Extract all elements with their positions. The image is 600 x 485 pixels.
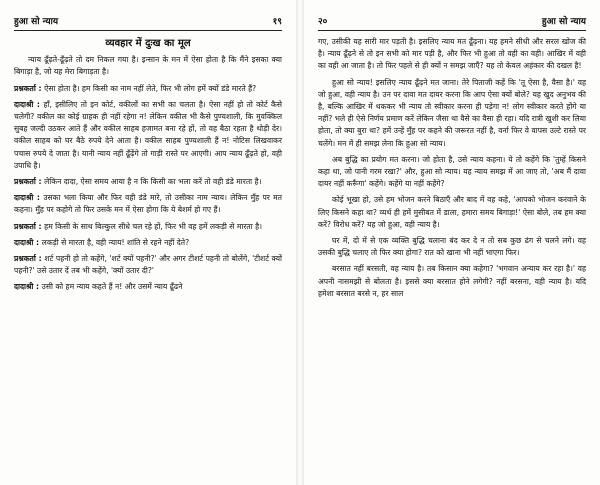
paragraph — [318, 154, 586, 191]
paragraph-text: घर में, दो में से एक व्यक्ति बुद्धि चलाना बंद कर दे न तो सब कुछ ढंग से चलने लगे। वह उसकी बुद्धि चलाए तो फिर क्या होगा? रात को खाना भी नहीं भाएगा फिर। — [318, 236, 586, 258]
paragraph-text: कोई भूखा हो, उसे हम भोजन करने बिठाएँ और बाद में वह कहे, 'आपको भोजन करवाने के लिए किसने कहा था? व्यर्थ ही हमें मुसीबत में डाला, हमारा समय बिगाड़ा!' ऐसा बोले, तब हम क्या करें? विरोध करें? यह जो हुआ, वही न्याय है। — [318, 195, 586, 229]
speaker-label: दादाश्री : — [14, 193, 44, 203]
speaker-label: दादाश्री : — [14, 99, 44, 109]
paragraph — [318, 36, 586, 73]
paragraph — [14, 221, 282, 233]
chapter-title: व्यवहार में दुःख का मूल — [105, 38, 191, 49]
left-page-header — [14, 14, 282, 28]
paragraph-text: बरसात नहीं बरसती, वह न्याय है। तब किसान क्या कहेगा? 'भगवान अन्याय कर रहा है।' वह अपनी नासमझी से बोलता है। इससे क्या बरसात होने लगेगी? नहीं बरसना, वही न्याय है। यदि हमेशा बरसात बरसे न, हर साल — [318, 264, 586, 298]
paragraph — [14, 83, 282, 95]
paragraph-text: लेकिन दादा, ऐसा समय आया है न कि किसी का भला करें तो वही डंडे मारता है। — [44, 177, 262, 187]
paragraph — [318, 194, 586, 231]
paragraph-text: हुआ सो न्याय! इसलिए न्याय ढूँढ़ने मत जाना। तेरे पिताजी कहें कि 'तू ऐसा है, वैसा है।' वह जो हुआ, वही न्याय है। उन पर दावा मत दायर करना कि आप ऐसा क्यों बोले? यह खुद अनुभव की है, बल्कि आखिर में थककर भी न्याय तो स्वीकार करना ही पड़ेगा न! लोग स्वीकार करते होंगे या नहीं? भले ही ऐसे निर्णय प्रमाण करें लेकिन जैसा था वैसे का वैसा ही रहा। यदि रात्री खुशी कर लिया होता, तो क्या बुरा था? हमें उन्हें मुँह पर कहने की जरूरत नहीं है, वर्ना फिर वे वापस उल्टे रास्ते पर चलेंगे। मन में ही समझ लेना कि हुआ सो न्याय। — [318, 77, 586, 148]
header-rule — [14, 30, 282, 31]
speaker-label: प्रश्नकर्ता : — [14, 83, 45, 93]
paragraph — [14, 281, 282, 293]
right-page — [304, 0, 600, 485]
speaker-label: प्रश्नकर्ता : — [14, 177, 45, 187]
paragraph-text: लकड़ी से मारता है, वही न्याय! शांति से रहने नहीं देते? — [41, 237, 190, 247]
left-page — [0, 0, 296, 485]
paragraph — [318, 263, 586, 300]
page-number: १९ — [272, 17, 282, 27]
paragraph — [14, 176, 282, 188]
speaker-label: प्रश्नकर्ता : — [14, 254, 45, 264]
speaker-label: दादाश्री : — [14, 237, 42, 247]
right-page-header — [318, 14, 586, 28]
paragraph-text: अब बुद्धि का प्रयोग मत करना। जो होता है, उसे न्याय कहना। ये तो कहेंगे कि 'तुम्हें किसने कहा था, जो पानी गरम रखा?' और, हुआ सो न्याय। यह न्याय समझ में आ जाए तो, 'अब मैं दावा दायर नहीं करूँगा' कहेंगे। कहेंगे या नहीं कहेंगे? — [318, 154, 586, 189]
paragraph — [14, 192, 282, 216]
paragraph — [14, 237, 282, 249]
paragraph — [14, 253, 282, 277]
page-number: २० — [318, 17, 328, 27]
running-title: हुआ सो न्याय — [14, 17, 59, 27]
paragraph-text: हाँ, इसीलिए तो इन कोर्ट, वकीलों का सभी का चलता है। ऐसा नहीं हो तो कोर्ट कैसे चलेगी? वकील का कोई ग्राहक ही नहीं रहेगा न! लेकिन वकील भी कैसे पुण्यशाली, कि मुवक्किल सुबह जल्दी उठकर आते हैं और वकील साहब हजामत बना रहे हों, तो वह बैठा रहता है थोड़ी देर। वकील साहब को घर बैठे रुपये देने आता है। वकील साहब पुण्यशाली हैं न! नोटिस लिखवाकर पचास रुपये दे जाता है। यानी न्याय नहीं ढूँढ़ेंगे तो गाड़ी रास्ते पर आएगी। आप न्याय ढूँढ़ते हो, वही उपाधि है। — [14, 99, 283, 170]
book-gutter — [296, 0, 304, 485]
paragraph — [318, 77, 586, 150]
paragraph — [14, 54, 282, 78]
running-title: हुआ सो न्याय — [541, 17, 586, 27]
paragraph-text: उसी को हम न्याय कहते हैं न! और उसमें न्याय ढूँढने — [41, 282, 183, 292]
paragraph-text: शर्ट पहनी हो तो कहेंगे, 'शर्ट क्यों पहनी?' और अगर टीशर्ट पहनी तो बोलेंगे, 'टीशर्ट क्यों पहनी?' उसे उतार दें तब भी कहेंगे, 'क्यों उतार दी?' — [14, 254, 282, 276]
header-rule — [318, 30, 586, 31]
speaker-label: दादाश्री : — [14, 282, 42, 292]
right-paragraphs — [318, 36, 586, 300]
paragraph — [318, 235, 586, 259]
left-page-body — [14, 36, 282, 298]
paragraph-text: उसका भला किया और फिर वही डंडे मारे, तो उसीका नाम न्याय। लेकिन मुँह पर मत कहना। मुँह पर कहोगे तो फिर उसके मन में ऐसा होगा कि ये बेशर्म हो गए हैं। — [14, 193, 282, 215]
paragraph-text: गए, उसीकी यह सारी मार पड़ती है। इसलिए न्याय मत ढूँढ़ना। यह हमने सीधी और सरल खोज की है। न्याय ढूँढ़ने से तो इन सभी को मार पड़ी है, और फिर भी हुआ तो वही का वही। आखिर में वही का वही आ जाता है। तो फिर पहले से ही क्यों न समझ जाएँ? यह तो केवल अहंकार की दखल है! — [318, 37, 586, 71]
paragraph-text: न्याय ढूँढ़ते-ढूँढ़ते तो दम निकल गया है। इन्सान के मन में ऐसा होता है कि मैंने इसका क्या बिगाड़ा है, जो यह मेरा बिगाड़ता है। — [14, 55, 282, 77]
left-paragraphs — [14, 54, 282, 293]
speaker-label: प्रश्नकर्ता : — [14, 221, 45, 231]
paragraph-text: ऐसा होता है। हम किसी का नाम नहीं लेते, फिर भी लोग हमें क्यों डंडे मारते हैं? — [44, 83, 257, 93]
right-page-body — [318, 36, 586, 304]
paragraph — [14, 99, 282, 172]
paragraph-text: हम किसी के साथ बिल्कुल सीधे चल रहे हों, फिर भी वह हमें लकड़ी से मारता है। — [44, 221, 263, 231]
